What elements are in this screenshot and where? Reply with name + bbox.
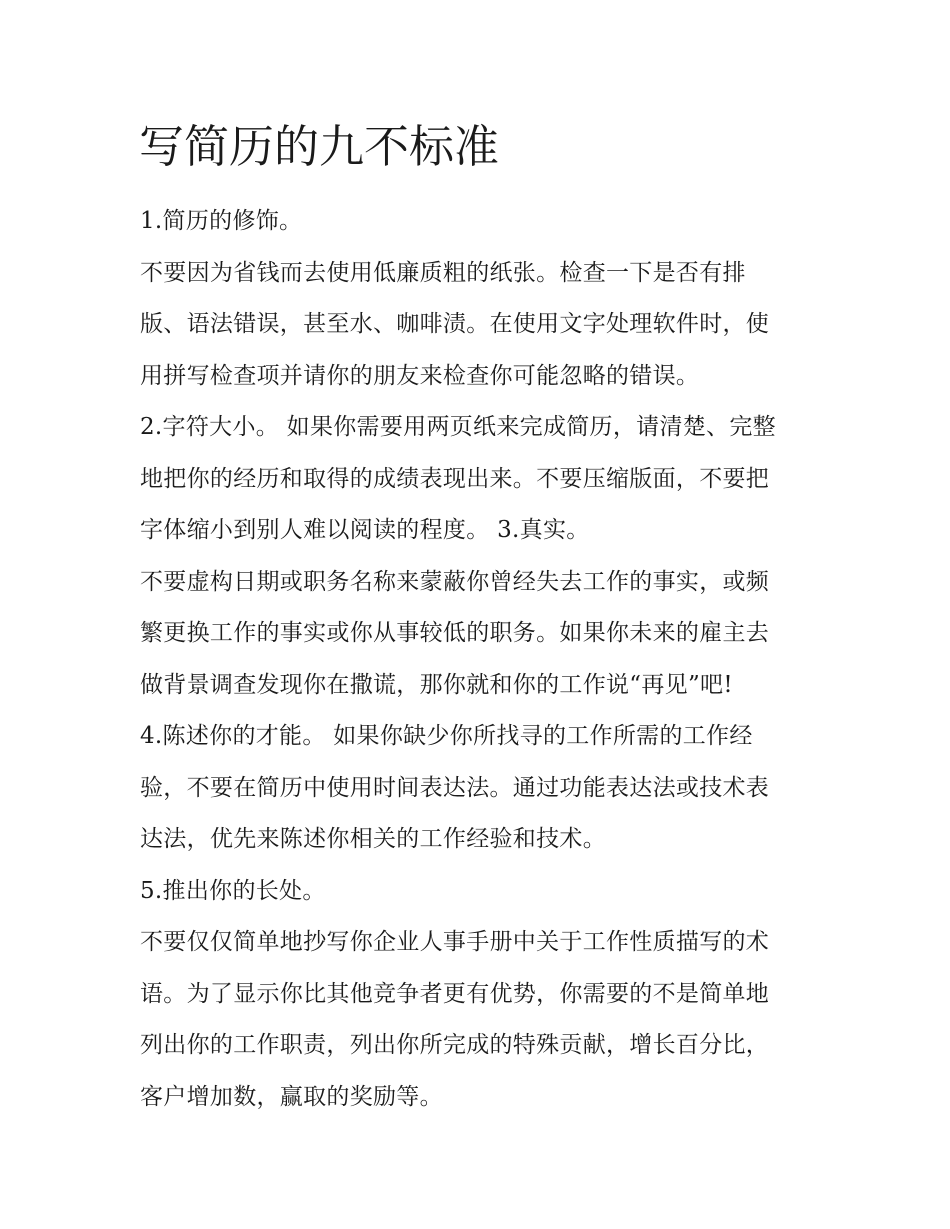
text-line: 不要仅仅简单地抄写你企业人事手册中关于工作性质描写的术 — [140, 929, 770, 955]
text-line: 5.推出你的长处。 — [140, 877, 326, 904]
text-line: 地把你的经历和取得的成绩表现出来。不要压缩版面，不要把 — [140, 465, 770, 492]
text-line: 语。为了显示你比其他竞争者更有优势，你需要的不是简单地 — [140, 980, 770, 1007]
text-line: 客户增加数，赢取的奖励等。 — [140, 1083, 443, 1110]
text-line: 不要虚构日期或职务名称来蒙蔽你曾经失去工作的事实，或频 — [140, 568, 770, 595]
text-line: 版、语法错误，甚至水、咖啡渍。在使用文字处理软件时，使 — [140, 311, 770, 337]
text-line: 达法，优先来陈述你相关的工作经验和技术。 — [140, 826, 606, 852]
text-line: 1.简历的修饰。 — [140, 208, 303, 234]
text-line: 4.陈述你的才能。 如果你缺少你所找寻的工作所需的工作经 — [140, 723, 753, 749]
text-line: 验，不要在简历中使用时间表达法。通过功能表达法或技术表 — [140, 774, 770, 801]
text-line: 做背景调查发现你在撒谎，那你就和你的工作说“再见”吧! — [140, 671, 733, 698]
document-body — [140, 196, 812, 1123]
text-line: 2.字符大小。 如果你需要用两页纸来完成简历，请清楚、完整 — [140, 414, 776, 440]
text-line: 繁更换工作的事实或你从事较低的职务。如果你未来的雇主去 — [140, 620, 770, 646]
text-line: 用拼写检查项并请你的朋友来检查你可能忽略的错误。 — [140, 362, 700, 389]
text-line: 字体缩小到别人难以阅读的程度。 3.真实。 — [140, 517, 590, 543]
text-line: 不要因为省钱而去使用低廉质粗的纸张。检查一下是否有排 — [140, 259, 746, 286]
text-line: 列出你的工作职责，列出你所完成的特殊贡献，增长百分比， — [140, 1032, 770, 1058]
page-title: 写简历的九不标准 — [139, 120, 500, 173]
